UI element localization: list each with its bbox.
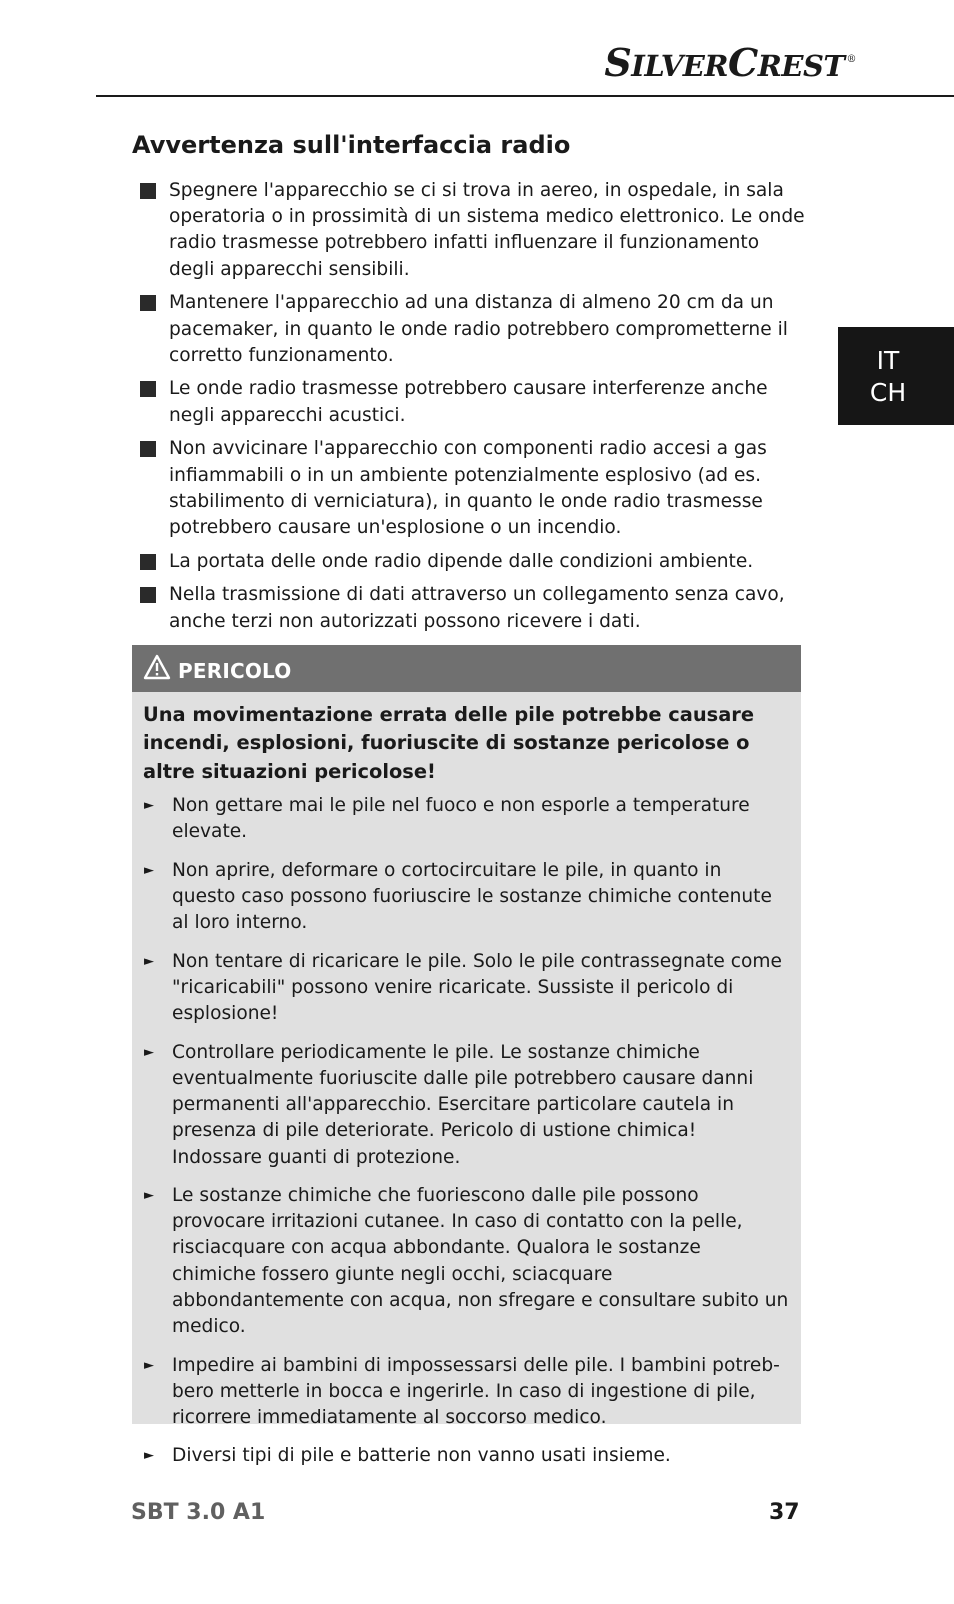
square-bullet-icon <box>140 295 156 311</box>
list-item: ► Controllare periodicamente le pile. Le sostanze chimiche eventualmente fuoriuscite dalle pile potrebbero causare danni permanenti all'apparecchio. Esercitare particolare cautela in presenza di pile deteriorate. Pericolo di ustione chimica! Indossare guanti di protezione. <box>144 1041 754 1168</box>
list-item: ► Impedire ai bambini di impossessarsi delle pile. I bambini potrebbero metterle in bocca e ingerirle. In caso di ingestione di pile, ricorrere immediatamente al soccorso medico. <box>144 1354 780 1428</box>
warning-triangle-icon <box>143 654 171 680</box>
page-number: 37 <box>769 1500 800 1525</box>
square-bullet-icon <box>140 554 156 570</box>
list-item: Mantenere l'apparecchio ad una distanza di almeno 20 cm da un pacemaker, in quanto le onde radio potrebbero comprometterne il corretto funzionamento. <box>138 290 806 369</box>
battery-warning-list <box>143 793 789 1469</box>
square-bullet-icon <box>140 381 156 397</box>
language-tab-it: IT <box>876 346 900 375</box>
square-bullet-icon <box>140 587 156 603</box>
triangle-arrow-icon: ► <box>144 862 154 878</box>
triangle-arrow-icon: ► <box>144 1357 154 1373</box>
section-title: Avvertenza sull'interfaccia radio <box>132 131 571 159</box>
square-bullet-icon <box>140 441 156 457</box>
list-item: Nella trasmissione di dati attraverso un collegamento senza cavo, anche terzi non autorizzati possono ricevere i dati. <box>138 582 806 634</box>
language-tab-ch: CH <box>869 378 907 407</box>
list-item: Le onde radio trasmesse potrebbero causare interferenze anche negli apparecchi acustici. <box>138 376 806 428</box>
warning-lead: Una movimentazione errata delle pile potrebbe causare incendi, esplosioni, fuoriuscite di sostanze pericolose o altre situazioni pericolose! <box>143 703 755 783</box>
warning-label: PERICOLO <box>178 659 292 683</box>
list-item: ► Non tentare di ricaricare le pile. Solo le pile contrassegnate come "ricaricabili" possono venire ricaricate. Sussiste il pericolo di esplosione! <box>144 950 782 1025</box>
triangle-arrow-icon: ► <box>144 1044 154 1060</box>
footer-model-number: SBT 3.0 A1 <box>131 1500 266 1525</box>
triangle-arrow-icon: ► <box>144 1188 154 1204</box>
header-rule <box>96 95 954 97</box>
warning-header <box>132 645 801 692</box>
language-tab <box>838 327 954 425</box>
list-item: ► Non gettare mai le pile nel fuoco e non esporle a temperature elevate. <box>144 795 750 843</box>
list-item: ► Le sostanze chimiche che fuoriescono dalle pile possono provocare irritazioni cutanee. In caso di contatto con la pelle, risciacquare con acqua abbondante. Qualora le sostanze chimiche fossero giunte negli occhi, sciacquare abbondantemente con acqua, non sfregare e consultare subito un medico. <box>144 1185 789 1338</box>
warning-body <box>132 692 801 1467</box>
list-item: La portata delle onde radio dipende dalle condizioni ambiente. <box>138 549 806 575</box>
list-item: ► Diversi tipi di pile e batterie non vanno usati insieme. <box>143 1443 789 1469</box>
list-item: ► Non aprire, deformare o cortocircuitare le pile, in quanto in questo caso possono fuoriuscire le sostanze chimiche contenute al loro interno. <box>144 859 772 934</box>
triangle-arrow-icon: ► <box>144 1448 154 1464</box>
square-bullet-icon <box>140 183 156 199</box>
list-item: Spegnere l'apparecchio se ci si trova in aereo, in ospedale, in sala operatoria o in prossimità di un sistema medico elettronico. Le onde radio trasmesse potrebbero infatti influenzare il funzionamento degli apparecchi sensibili. <box>138 178 806 283</box>
radio-warning-list <box>138 178 806 642</box>
triangle-arrow-icon: ► <box>144 798 154 814</box>
brand-logo: SILVERCREST ® <box>604 40 856 85</box>
list-item: Non avvicinare l'apparecchio con componenti radio accesi a gas infiammabili o in un ambiente potenzialmente esplosivo (ad es. stabilimento di verniciatura), in quanto le onde radio trasmesse potrebbero causare un'esplosione o un incendio. <box>138 436 806 541</box>
triangle-arrow-icon: ► <box>144 953 154 969</box>
